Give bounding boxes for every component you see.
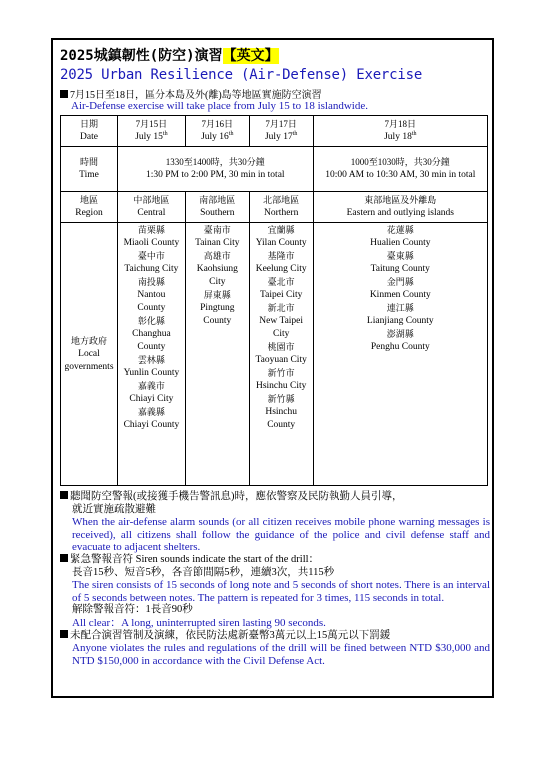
notice-sheet [51, 38, 494, 698]
intro-en: Air-Defense exercise will take place from July 15 to 18 islandwide. [71, 100, 368, 112]
time-cell-1: 1330至1400時，共30分鐘 1:30 PM to 2:00 PM, 30 min in total [117, 147, 313, 192]
note-1-zh: 聽聞防空警報(或接獲手機告警訊息)時，應依警察及民防執勤人員引導， [60, 491, 490, 504]
table-row-regions [61, 192, 488, 223]
date-label-cell: 日期 Date [61, 116, 118, 147]
central-gov-list: 苗栗縣 Miaoli County 臺中市 Taichung City 南投縣 Nantou County 彰化縣 Changhua County 雲林縣 Yunlin County 嘉義市 Chiayi City 嘉義縣 Chiayi County [117, 223, 185, 486]
region-cell: 北部地區 Northern [249, 192, 313, 223]
region-cell: 中部地區 Central [117, 192, 185, 223]
note-1-zh-cont: 就近實施疏散避難 [72, 503, 156, 515]
table-row-governments [61, 223, 488, 486]
note-2-clear-zh: 解除警報音符：1長音90秒 [72, 604, 193, 616]
intro-zh: 7月15日至18日，區分本島及外(離)島等地區實施防空演習 [60, 86, 322, 101]
table-row-dates [61, 116, 488, 147]
bullet-square-icon [60, 554, 68, 562]
northern-gov-list: 宜蘭縣 Yilan County 基隆市 Keelung City 臺北市 Taipei City 新北市 New Taipei City 桃園市 Taoyuan City 新竹市 Hsinchu City 新竹縣 Hsinchu County [249, 223, 313, 486]
note-3-zh: 未配合演習管制及演練，依民防法處新臺幣3萬元以上15萬元以下罰鍰 [60, 630, 490, 643]
time-label-cell: 時間 Time [61, 147, 118, 192]
time-cell-2: 1000至1030時，共30分鐘 10:00 AM to 10:30 AM, 30 min in total [313, 147, 487, 192]
schedule-table [60, 115, 488, 486]
bullet-square-icon [60, 90, 68, 98]
title-tag-highlight: 【英文】 [222, 48, 279, 64]
note-1-en: When the air-defense alarm sounds (or all citizen receives mobile phone warning messages is received), all citizens shall follow the guidance of the police and civil defense staff and evacuate to adjacent shelters. [72, 516, 490, 554]
eastern-gov-list: 花蓮縣 Hualien County 臺東縣 Taitung County 金門縣 Kinmen County 連江縣 Lianjiang County 澎湖縣 Penghu County [313, 223, 487, 486]
southern-gov-list: 臺南市 Tainan City 高雄市 Kaohsiung City 屏東縣 Pingtung County [185, 223, 249, 486]
bullet-square-icon [60, 491, 68, 499]
note-2-zh: 長音15秒、短音5秒，各音節間隔5秒，連續3次，共115秒 [72, 566, 335, 578]
bullet-square-icon [60, 630, 68, 638]
date-cell: 7月18日 July 18th [313, 116, 487, 147]
gov-label-cell: 地方政府 Local governments [61, 223, 118, 486]
note-2-en: The siren consists of 15 seconds of long note and 5 seconds of short notes. There is an interval of 5 seconds between notes. The pattern is repeated for 3 times, 115 seconds in total. [72, 579, 490, 604]
title-zh: 2025城鎮韌性(防空)演習【英文】 [60, 48, 279, 64]
notes-section [60, 491, 490, 667]
date-cell: 7月15日 July 15th [117, 116, 185, 147]
note-2-clear-en: All clear：A long, uninterrupted siren lasting 90 seconds. [72, 616, 326, 629]
note-3-en: Anyone violates the rules and regulations of the drill will be fined between NTD $30,000 and NTD $150,000 in accordance with the Civil Defense Act. [72, 642, 490, 667]
date-cell: 7月17日 July 17th [249, 116, 313, 147]
date-cell: 7月16日 July 16th [185, 116, 249, 147]
title-en: 2025 Urban Resilience (Air-Defense) Exercise [60, 67, 423, 83]
note-2-title: 緊急警報音符 Siren sounds indicate the start of the drill： [60, 554, 490, 567]
region-cell: 東部地區及外離島 Eastern and outlying islands [313, 192, 487, 223]
region-label-cell: 地區 Region [61, 192, 118, 223]
region-cell: 南部地區 Southern [185, 192, 249, 223]
table-row-times [61, 147, 488, 192]
